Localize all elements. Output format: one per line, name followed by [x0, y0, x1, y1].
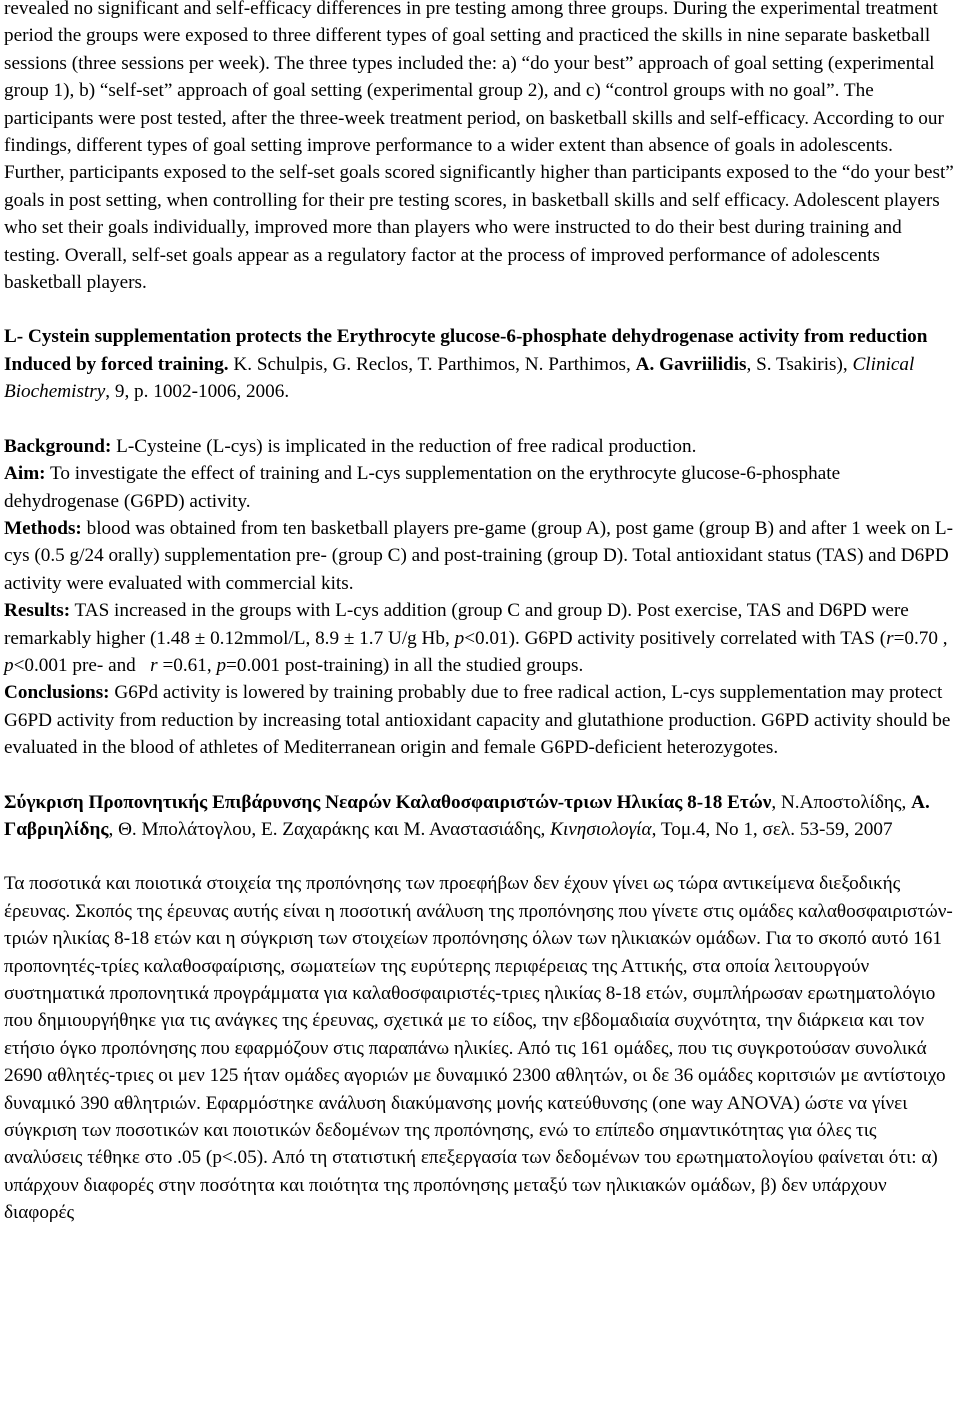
- article1-conclusions: Conclusions: G6Pd activity is lowered by training probably due to free radical action, L-cys supplementation may protect G6PD activity from reduction by increasing total antioxidant capacity and glutathione production. G6PD activity should be evaluated in the blood of athletes of Mediterranean origin and female G6PD-deficient heterozygotes.: [4, 682, 951, 759]
- article1-methods: Methods: blood was obtained from ten basketball players pre-game (group A), post game (group B) and after 1 week on L-cys (0.5 g/24 orally) supplementation pre- (group C) and post-training (group D). Total antioxidant status (TAS) and D6PD activity were evaluated with commercial kits.: [4, 517, 953, 594]
- article1-journal: Clinical Biochemistry: [4, 353, 915, 403]
- article2-journal: Κινησιολογία: [550, 818, 652, 840]
- article1-title: L- Cystein supplementation protects the Erythrocyte glucose-6-phosphate dehydrogenase activity from reduction Induced by forced training.: [4, 326, 928, 375]
- intro-paragraph: revealed no significant and self-efficacy differences in pre testing among three groups. During the experimental treatment period the groups were exposed to three different types of goal setting and practiced the skills in nine separate basketball sessions (three sessions per week). The three types included the: a) “do your best” approach of goal setting (experimental group 1), b) “self-set” approach of goal setting (experimental group 2), and c) “control groups with no goal”. The participants were post tested, after the three-week treatment period, on basketball skills and self-efficacy. According to our findings, different types of goal setting improve performance to a wider extent than absence of goals in adolescents. Further, participants exposed to the self-set goals scored significantly higher than participants exposed to the “do your best” goals in post setting, when controlling for their pre testing scores, in basketball skills and self efficacy. Adolescent players who set their goals individually, improved more than players who were instructed to do their best during training and testing. Overall, self-set goals appear as a regulatory factor at the process of improved performance of adolescents basketball players.: [4, 0, 954, 294]
- spacer: [4, 762, 956, 789]
- article1-results: Results: TAS increased in the groups with L-cys addition (group C and group D). Post exercise, TAS and D6PD were remarkably higher (1.48 ± 0.12mmol/L, 8.9 ± 1.7 U/g Hb, p<0.01). G6PD activity positively correlated with TAS (r=0.70 , p<0.001 pre- and r =0.61, p=0.001 post-training) in all the studied groups.: [4, 600, 948, 676]
- article1-citation: L- Cystein supplementation protects the Erythrocyte glucose-6-phosphate dehydrogenase activity from reduction Induced by forced training. K. Schulpis, G. Reclos, T. Parthimos, N. Parthimos, A. Gavriilidis, S. Tsakiris), Clinical Biochemistry, 9, p. 1002-1006, 2006.: [4, 326, 928, 403]
- spacer: [4, 406, 956, 433]
- article1-background: Background: L-Cysteine (L-cys) is implicated in the reduction of free radical production.: [4, 435, 697, 457]
- article2-title: Σύγκριση Προπονητικής Επιβάρυνσης Νεαρών Καλαθοσφαιριστών-τριων Ηλικίας 8-18 Ετών: [4, 791, 772, 813]
- article2-body: Τα ποσοτικά και ποιοτικά στοιχεία της προπόνησης των προεφήβων δεν έχουν γίνει ως τώρα αντικείμενα διεξοδικής έρευνας. Σκοπός της έρευνας αυτής είναι η ποσοτική ανάλυση της προπόνησης που γίνετε στις ομάδες καλαθοσφαιριστών-τριών ηλικίας 8-18 ετών και η σύγκριση των στοιχείων προπόνησης όλων των ηλικιακών ομάδων. Για το σκοπό αυτό 161 προπονητές-τρίες καλαθοσφαίρισης, σωματείων της ευρύτερης περιφέρειας της Αττικής, στα οποία λειτουργούν συστηματικά προπονητικά προγράμματα για καλαθοσφαιριστές-τριες ηλικίας 8-18 ετών, συμπλήρωσαν ερωτηματολόγιο που δημιουργήθηκε για τις ανάγκες της έρευνας, σχετικά με το είδος, την εβδομαδιαία συχνότητα, την διάρκεια και τον ετήσιο όγκο προπόνησης που εφαρμόζουν στις παραπάνω ηλικίες. Από τις 161 ομάδες, που τις συγκροτούσαν συνολικά 2690 αθλητές-τριες οι μεν 125 ήταν ομάδες αγοριών με δυναμικό 2300 αθλητών, οι δε 36 ομάδες κοριτσιών με αντίστοιχο δυναμικό 390 αθλητριών. Εφαρμόστηκε ανάλυση διακύμανσης μονής κατεύθυνσης (one way ANOVA) ώστε να γίνει σύγκριση των ποσοτικών και ποιοτικών δεδομένων της προπόνησης, ενώ το επίπεδο σημαντικότητας για όλες τις αναλύσεις τέθηκε στο .05 (p<.05). Από τη στατιστική επεξεργασία των δεδομένων του ερωτηματολογίου φαίνεται ότι: α) υπάρχουν διαφορές στην ποσότητα και ποιότητα της προπόνησης μεταξύ των ηλικιακών ομάδων, β) δεν υπάρχουν διαφορές: [4, 873, 953, 1224]
- spacer: [4, 843, 956, 870]
- article1-aim: Aim: To investigate the effect of training and L-cys supplementation on the erythrocyte glucose-6-phosphate dehydrogenase (G6PD) activity.: [4, 463, 841, 512]
- spacer: [4, 296, 956, 323]
- article2-citation: Σύγκριση Προπονητικής Επιβάρυνσης Νεαρών Καλαθοσφαιριστών-τριων Ηλικίας 8-18 Ετών, Ν.Αποστολίδης, Α. Γαβριηλίδης, Θ. Μπολάτογλου, Ε. Ζαχαράκης και Μ. Αναστασιάδης, Κινησιολογία, Τομ.4, Νο 1, σελ. 53-59, 2007: [4, 791, 930, 840]
